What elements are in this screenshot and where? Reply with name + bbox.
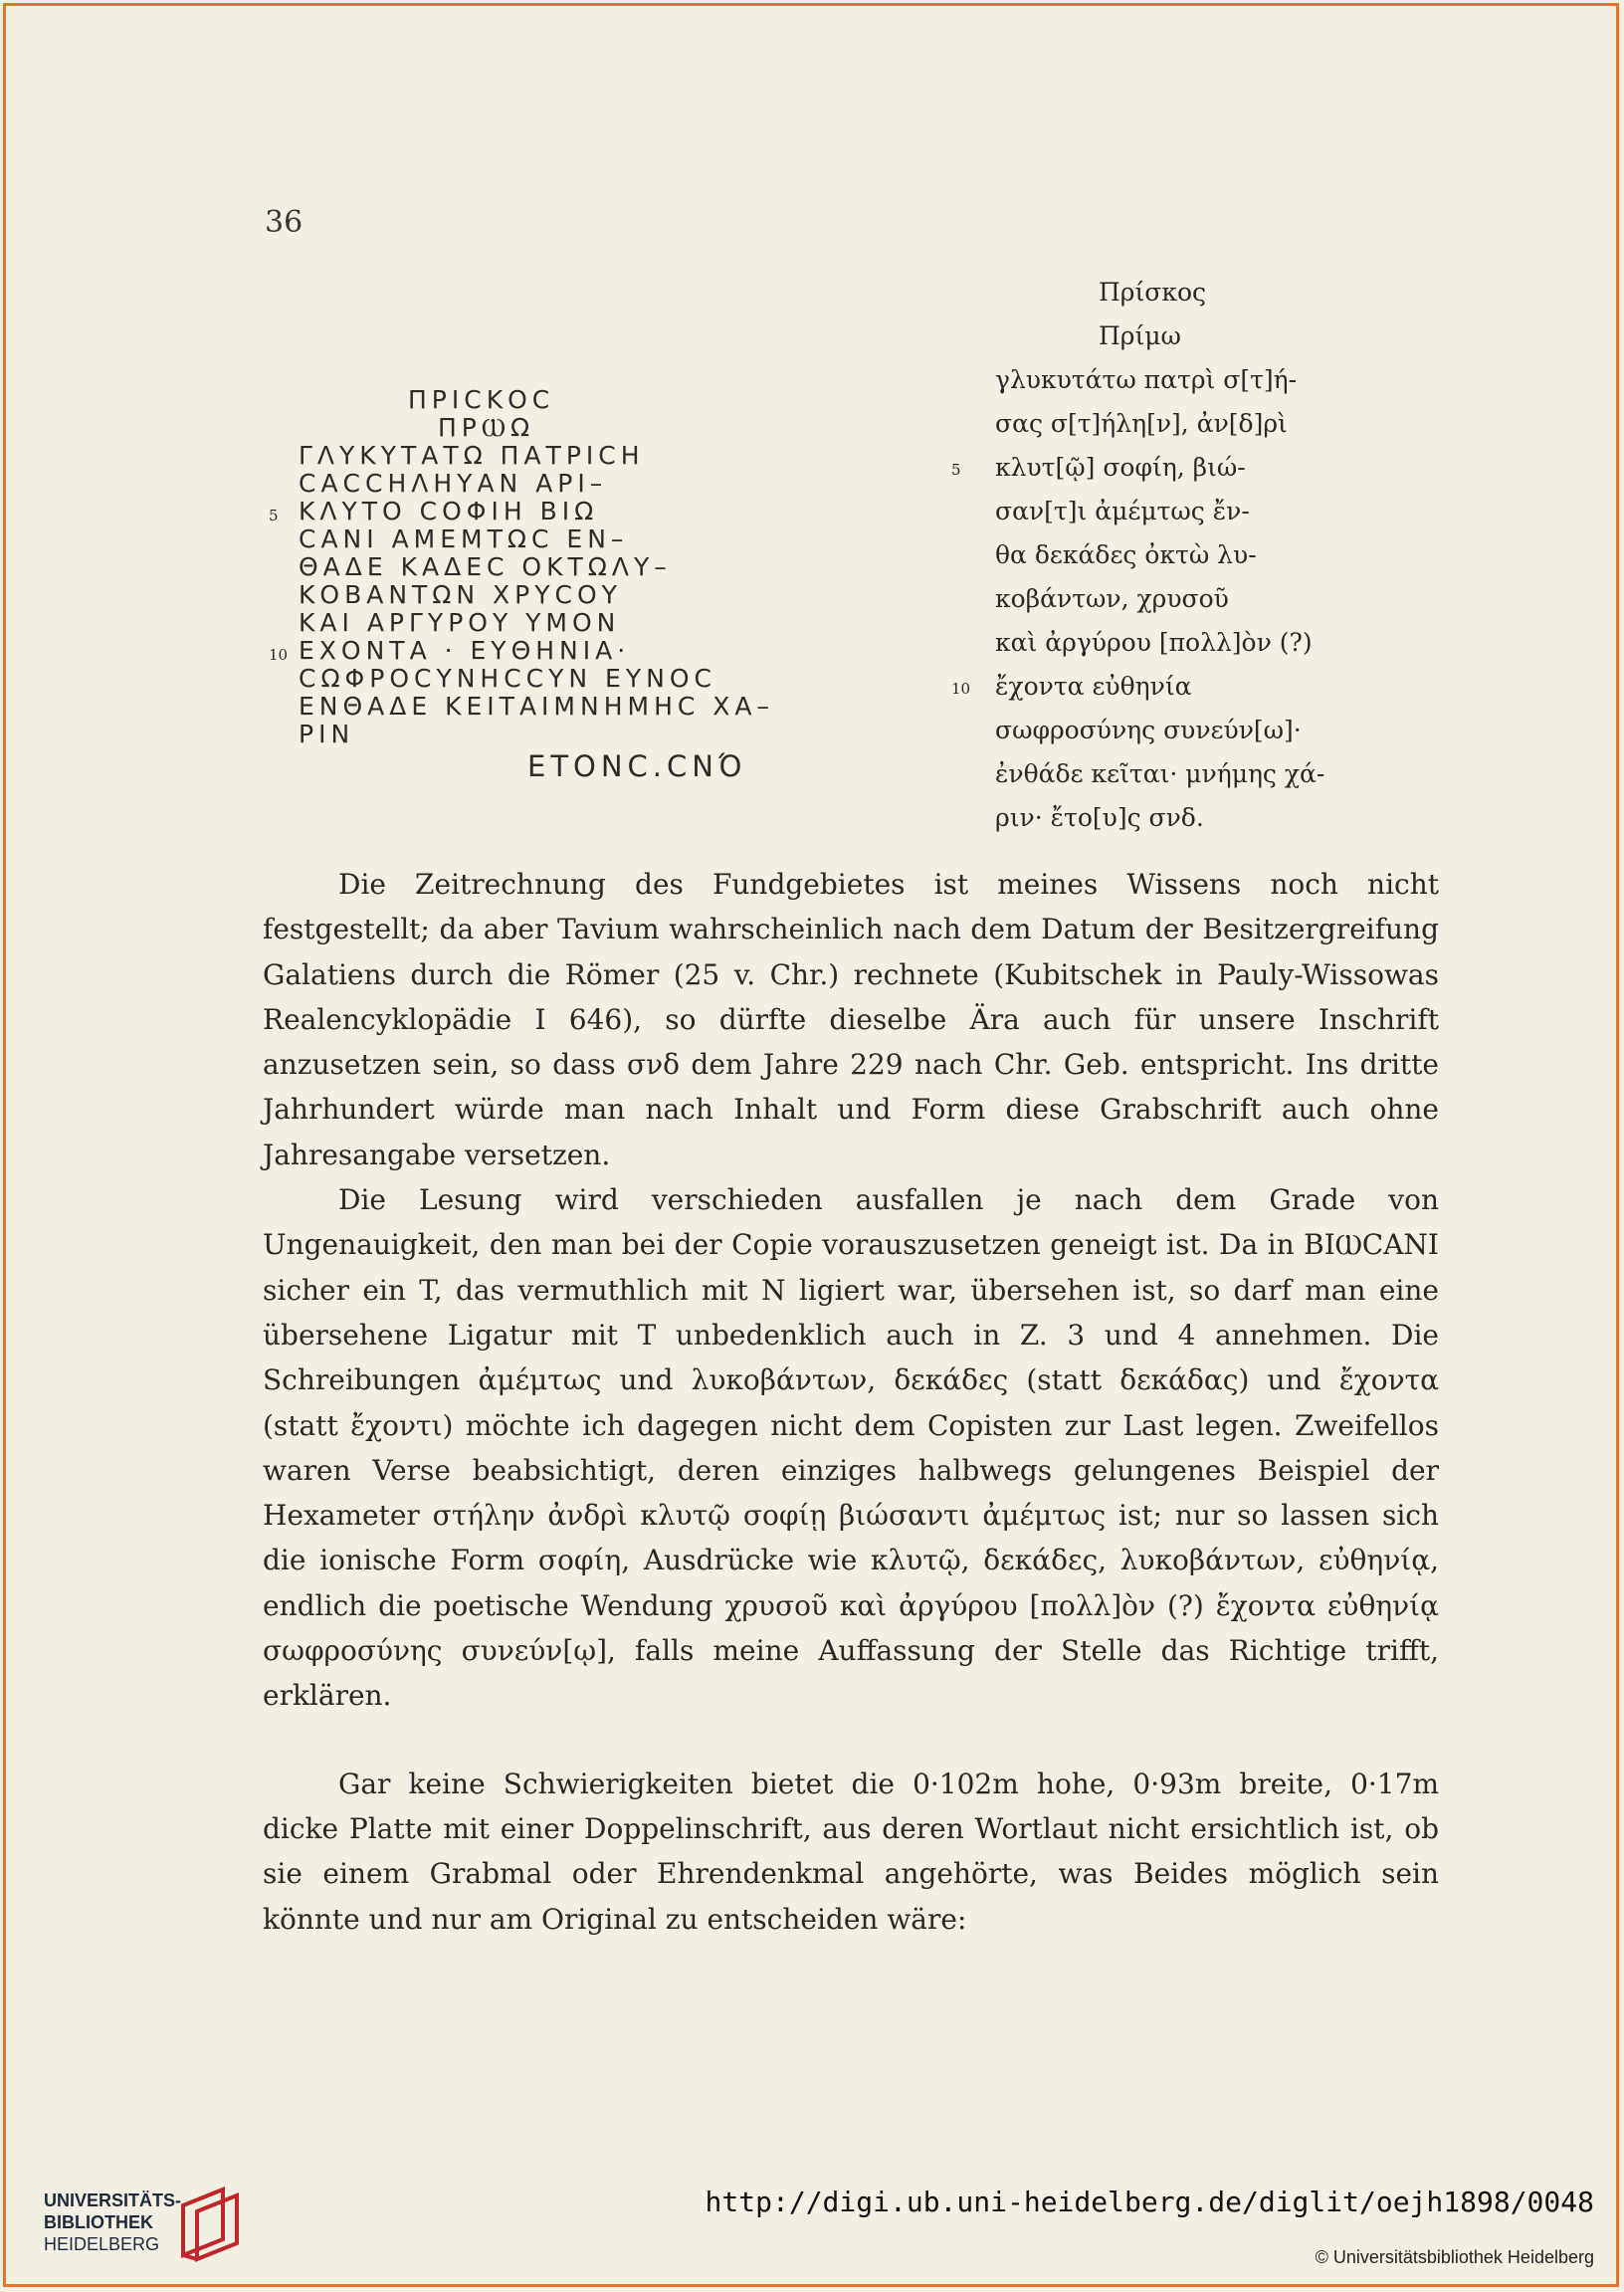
transcription-line	[995, 577, 1413, 621]
transcription-line-text: Πρίμω	[1099, 321, 1181, 350]
inscription-line	[299, 665, 935, 693]
inscription-line	[299, 581, 935, 609]
transcription-line	[995, 752, 1413, 796]
transcription-line	[995, 402, 1413, 446]
transcription-line	[995, 271, 1413, 314]
inscription-line	[299, 525, 935, 553]
transcription-line-text: καὶ ἀργύρου [πολλ]ὸν (?)	[995, 628, 1313, 657]
transcription-line-text: κλυτ[ῷ] σοφίη, βιώ-	[995, 453, 1246, 482]
copyright-notice: © Universitätsbibliothek Heidelberg	[1315, 2247, 1594, 2267]
inscription-year: ΕΤΟΝϹ.ϹΝΌ	[527, 749, 747, 783]
inscription-line-text: ΠΡΙϹΚΟϹ	[408, 385, 555, 414]
logo-text-line-1: UNIVERSITÄTS-	[44, 2190, 182, 2210]
inscription-line-text: ΡΙΝ	[299, 720, 355, 748]
transcription-line-text: σας σ[τ]ήλη[ν], ἀν[δ]ρὶ	[995, 409, 1288, 438]
body-text	[263, 862, 1439, 1942]
inscription-facsimile	[269, 385, 935, 786]
transcription-line	[995, 490, 1413, 533]
transcription-line	[995, 533, 1413, 577]
transcription-line-text: ἐνθάδε κεῖται· μνήμης χά-	[995, 759, 1325, 788]
line-number: 10	[269, 646, 289, 664]
line-number: 5	[269, 507, 279, 524]
inscription-line	[299, 442, 935, 470]
inscription-line-text: ΘΑΔΕ ΚΑΔΕϹ ΟΚΤΩΛΥ–	[299, 552, 672, 581]
transcription-line-text: γλυκυτάτω πατρὶ σ[τ]ή-	[995, 365, 1298, 394]
inscription-line	[299, 386, 935, 414]
inscription-line	[299, 721, 935, 748]
inscription-line	[269, 636, 935, 665]
inscription-line-text: ΚΑΙ ΑΡΓΥΡΟΥ ΥΜΟΝ	[299, 608, 621, 637]
inscription-line	[299, 609, 935, 637]
paragraph-3: Gar keine Schwierigkeiten bietet die 0·102m hohe, 0·93m breite, 0·17m dicke Platte mit einer Doppelinschrift, aus deren Wortlaut nicht ersichtlich ist, ob sie einem Grabmal oder Ehrendenkmal angehörte, was Beides möglich sein könnte und nur am Original zu entscheiden wäre:	[263, 1767, 1439, 1936]
transcription-line-text: ἔχοντα εὐθηνία	[995, 672, 1192, 701]
transcription-line	[995, 358, 1413, 402]
permalink-url[interactable]: http://digi.ub.uni-heidelberg.de/diglit/oejh1898/0048	[705, 2186, 1594, 2218]
logo-text-line-3: HEIDELBERG	[44, 2234, 160, 2254]
inscription-line	[269, 497, 935, 525]
inscription-line-text: ΠΡⲰΩ	[438, 413, 535, 442]
transcription-line-text: θα δεκάδες ὀκτὼ λυ-	[995, 540, 1257, 569]
transcription-line-text: σωφροσύνης συνεύν[ω]·	[995, 716, 1302, 744]
logo-text-line-2: BIBLIOTHEK	[44, 2212, 153, 2232]
library-logo-icon	[163, 2186, 273, 2265]
transcription-line	[995, 314, 1413, 358]
inscription-line	[299, 414, 935, 442]
transcription-line-text: ριν· ἔτο[υ]ς σνδ.	[995, 803, 1204, 832]
inscription-line-text: ΚΟΒΑΝΤΩΝ ΧΡΥϹΟΥ	[299, 580, 622, 609]
inscription-line	[299, 693, 935, 721]
paragraph-1: Die Zeitrechnung des Fundgebietes ist meines Wissens noch nicht festgestellt; da aber Tavium wahrscheinlich nach dem Datum der Besitzergreifung Galatiens durch die Römer (25 v. Chr.) rechnete (Kubitschek in Pauly-Wissowas Realencyklopädie I 646), so dürfte dieselbe Ära auch für unsere Inschrift anzusetzen sein, so dass σνδ dem Jahre 229 nach Chr. Geb. entspricht. Ins dritte Jahrhundert würde man nach Inhalt und Form diese Grabschrift auch ohne Jahresangabe versetzen.	[263, 868, 1439, 1171]
paragraph-2: Die Lesung wird verschieden ausfallen je nach dem Grade von Ungenauigkeit, den man bei der Copie vorauszusetzen geneigt ist. Da in ΒΙⲰϹΑΝΙ sicher ein T, das vermuthlich mit N ligiert war, übersehen ist, so darf man eine übersehene Ligatur mit T unbedenklich auch in Z. 3 und 4 annehmen. Die Schreibungen ἀμέμτως und λυκοβάντων, δεκάδες (statt δεκάδας) und ἔχοντα (statt ἔχοντι) möchte ich dagegen nicht dem Copisten zur Last legen. Zweifellos waren Verse beabsichtigt, deren einziges halbwegs gelungenes Beispiel der Hexameter στήλην ἀνδρὶ κλυτῷ σοφίῃ βιώσαντι ἀμέμτως ist; nur so lassen sich die ionische Form σοφίη, Ausdrücke wie κλυτῷ, δεκάδες, λυκοβάντων, εὐθηνίᾳ, endlich die poetische Wendung χρυσοῦ καὶ ἀργύρου [πολλ]ὸν (?) ἔχοντα εὐθηνίᾳ σωφροσύνης συνεύν[ῳ], falls meine Auffassung der Stelle das Richtige trifft, erklären.	[263, 1183, 1439, 1713]
line-number: 5	[951, 461, 961, 479]
transcription-line	[995, 796, 1413, 840]
transcription-line-text: σαν[τ]ι ἀμέμτως ἔν-	[995, 497, 1250, 525]
library-logo[interactable]	[44, 2189, 181, 2255]
transcription-line	[995, 709, 1413, 752]
line-number: 10	[951, 680, 971, 698]
inscription-line-text: ΕΧΟΝΤΑ · ΕΥΘΗΝΙΑ·	[299, 636, 631, 665]
inscription-line-text: ϹΑΝΙ ΑΜΕΜΤΩϹ ΕΝ–	[299, 524, 629, 553]
transcription-line	[951, 446, 1413, 490]
inscription-line-text: ϹΩΦΡΟϹΥΝΗϹϹΥΝ ΕΥΝΟϹ	[299, 664, 716, 693]
inscription-line-text: ΓΛΥΚΥΤΑΤΩ ΠΑΤΡΙϹΗ	[299, 441, 645, 470]
transcription-line-text: κοβάντων, χρυσοῦ	[995, 584, 1229, 613]
inscription-line-text: ϹΑϹϹΗΛΗΥΑΝ ΑΡΙ–	[299, 469, 608, 498]
inscription-transcription	[951, 271, 1413, 840]
transcription-line	[951, 665, 1413, 709]
inscription-line	[299, 470, 935, 498]
transcription-line	[995, 621, 1413, 665]
transcription-line-text: Πρίσκος	[1099, 278, 1207, 307]
inscription-line	[299, 553, 935, 581]
inscription-line-text: ΕΝΘΑΔΕ ΚΕΙΤΑΙΜΝΗΜΗϹ ΧΑ–	[299, 692, 775, 721]
page-number: 36	[265, 205, 304, 240]
inscription-line-text: ΚΛΥΤΟ ϹΟΦΙΗ ΒΙΩ	[299, 497, 599, 525]
